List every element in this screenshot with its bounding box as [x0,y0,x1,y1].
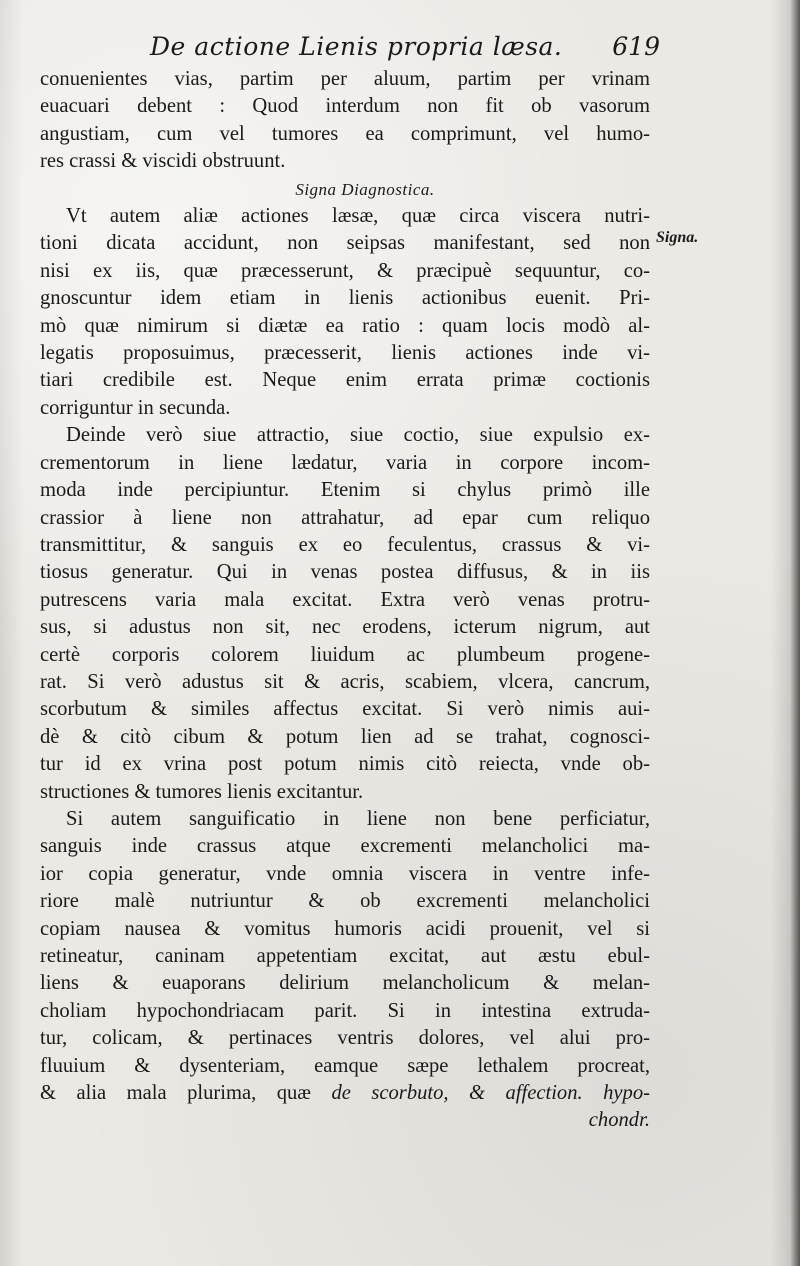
running-title: De actione Lienis propria læsa. [150,32,563,61]
text-line: nisi ex iis, quæ præcesserunt, & præcipuè sequuntur, co- [40,259,650,282]
text-line: tiari credibile est. Neque enim errata primæ coctionis [40,369,650,392]
text-line: liens & euaporans delirium melancholicum & melan- [40,972,650,995]
text-line: sanguis inde crassus atque excrementi melancholici ma- [40,835,650,858]
text-line: structiones & tumores lienis excitantur. [40,780,364,803]
text-line: putrescens varia mala excitat. Extra verò venas protru- [40,588,650,611]
text-line: rat. Si verò adustus sit & acris, scabiem, vlcera, cancrum, [40,670,650,693]
text-line: mò quæ nimirum si diætæ ea ratio : quam locis modò al- [40,314,650,337]
subheading: Signa Diagnostica. [295,179,435,199]
text-line: tur id ex vrina post potum nimis citò reiecta, vnde ob- [40,753,650,776]
text-line-final [40,1080,650,1107]
text-line: tioni dicata accidunt, non seipsas manifestant, sed non [40,232,650,255]
text-line: choliam hypochondriacam parit. Si in intestina extruda- [40,999,650,1022]
text-line: certè corporis colorem liuidum ac plumbeum progene- [40,643,650,666]
text-line: sus, si adustus non sit, nec erodens, icterum nigrum, aut [40,616,650,639]
text-line: tiosus generatur. Qui in venas postea diffusus, & in iis [40,561,650,584]
text-line: copiam nausea & vomitus humoris acidi prouenit, vel si [40,917,650,940]
final-line-roman: & alia mala plurima, quæ [40,1082,312,1105]
text-line: res crassi & viscidi obstruunt. [40,150,286,173]
catchword: chondr. [588,1109,650,1132]
text-line: euacuari debent : Quod interdum non fit ob vasorum [40,95,650,118]
text-line: scorbutum & similes affectus excitat. Si verò nimis aui- [40,698,650,721]
text-line: Vt autem aliæ actiones læsæ, quæ circa viscera nutri- [66,205,650,228]
text-line: crementorum in liene lædatur, varia in corpore incom- [40,451,650,474]
catchword-line [40,1107,650,1134]
page-number: 619 [612,32,660,61]
text-line: Si autem sanguificatio in liene non bene perficiatur, [66,807,650,830]
text-line: ior copia generatur, vnde omnia viscera in ventre infe- [40,862,650,885]
text-line: dè & citò cibum & potum lien ad se trahat, cognosci- [40,725,650,748]
final-line-italic: de scorbuto, & affection. hypo- [331,1082,651,1105]
text-line: retineatur, caninam appetentiam excitat, aut æstu ebul- [40,945,650,967]
body-text [40,66,650,1135]
text-line: gnoscuntur idem etiam in lienis actionibus euenit. Pri- [40,287,650,310]
text-line: fluuium & dysenteriam, eamque sæpe lethalem procreat, [40,1054,650,1077]
text-line: crassior à liene non attrahatur, ad epar cum reliquo [40,506,650,529]
margin-note: Signa. [656,229,699,246]
text-line: angustiam, cum vel tumores ea comprimunt, vel humo- [40,122,650,145]
text-line: riore malè nutriuntur & ob excrementi melancholici [40,890,650,913]
text-line: legatis proposuimus, præcesserit, lienis actiones inde vi- [40,342,650,365]
text-line: tur, colicam, & pertinaces ventris dolores, vel alui pro- [40,1027,650,1050]
text-line: Deinde verò siue attractio, siue coctio, siue expulsio ex- [66,424,650,447]
text-line: conuenientes vias, partim per aluum, partim per vrinam [40,68,650,90]
text-line: moda inde percipiuntur. Etenim si chylus primò ille [40,479,650,502]
text-line: transmittitur, & sanguis ex eo feculentus, crassus & vi- [40,533,650,556]
text-line: corriguntur in secunda. [40,396,231,419]
page-edge-shadow [790,0,800,1266]
